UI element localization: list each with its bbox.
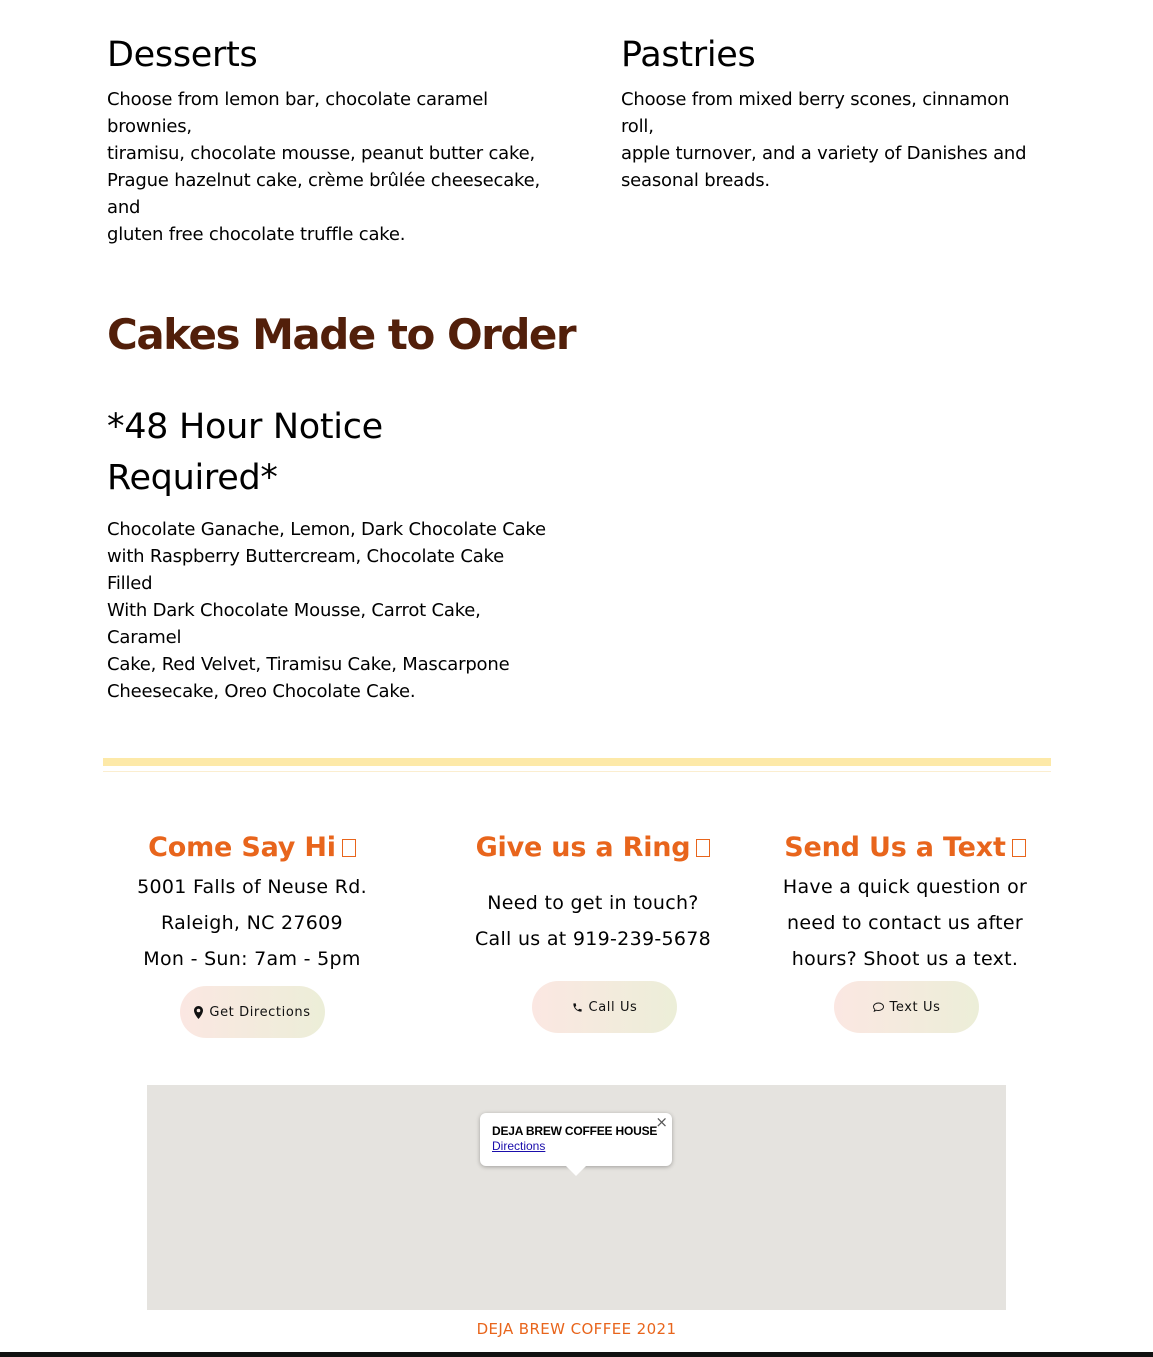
desserts-section [107, 34, 547, 248]
cakes-flavors [107, 516, 547, 705]
divider-thick [103, 758, 1051, 766]
footer-copyright: DEJA BREW COFFEE 2021 [476, 1320, 677, 1338]
desserts-line: Prague hazelnut cake, crème brûlée cheesecake, and [107, 170, 541, 218]
visit-title-text: Come Say Hi [148, 832, 336, 863]
map-pin-icon [194, 1006, 203, 1019]
call-column [443, 832, 743, 957]
call-title [443, 832, 743, 863]
notice-line: *48 Hour Notice [107, 407, 383, 447]
text-us-label: Text Us [889, 999, 941, 1015]
visit-column [102, 832, 402, 977]
map-info-window-tail [565, 1165, 587, 1176]
close-icon[interactable]: × [655, 1113, 668, 1131]
visit-title [102, 832, 402, 863]
divider-thin [103, 771, 1051, 772]
notice-line: Required* [107, 458, 278, 498]
call-us-button[interactable] [532, 981, 677, 1033]
text-line: hours? Shoot us a text. [791, 948, 1019, 970]
cakes-line: with Raspberry Buttercream, Chocolate Cake Filled [107, 546, 504, 594]
placeholder-glyph-icon [1012, 839, 1026, 857]
desserts-line: Choose from lemon bar, chocolate caramel brownies, [107, 89, 488, 137]
phone-line: Call us at 919-239-5678 [474, 928, 712, 950]
desserts-line: tiramisu, chocolate mousse, peanut butter cake, [107, 143, 535, 164]
text-line: need to contact us after [787, 912, 1023, 934]
pastries-line: apple turnover, and a variety of Danishes and [621, 143, 1027, 164]
cakes-line: With Dark Chocolate Mousse, Carrot Cake, Caramel [107, 600, 481, 648]
call-title-text: Give us a Ring [475, 832, 691, 863]
hours-line: Mon - Sun: 7am - 5pm [143, 948, 361, 970]
cakes-section-title: Cakes Made to Order [107, 310, 576, 359]
call-us-label: Call Us [588, 999, 638, 1015]
desserts-line: gluten free chocolate truffle cake. [107, 224, 406, 245]
desserts-title: Desserts [107, 35, 258, 75]
placeholder-glyph-icon [342, 839, 356, 857]
pastries-line: seasonal breads. [621, 170, 770, 191]
bottom-bar [0, 1352, 1153, 1357]
text-line: Have a quick question or [782, 876, 1028, 898]
text-us-button[interactable] [834, 981, 979, 1033]
pastries-description [621, 86, 1041, 194]
call-details [443, 885, 743, 957]
map-info-window [480, 1113, 672, 1166]
get-directions-label: Get Directions [209, 1004, 311, 1020]
text-title [755, 832, 1055, 863]
map-place-name: DEJA BREW COFFEE HOUSE [492, 1124, 658, 1138]
get-directions-button[interactable] [180, 986, 325, 1038]
city-line: Raleigh, NC 27609 [161, 912, 343, 934]
pastries-section [621, 34, 1041, 194]
address-line: 5001 Falls of Neuse Rd. [137, 876, 367, 898]
pastries-title: Pastries [621, 35, 756, 75]
text-title-text: Send Us a Text [784, 832, 1006, 863]
cakes-line: Chocolate Ganache, Lemon, Dark Chocolate Cake [107, 519, 546, 540]
cakes-line: Cheesecake, Oreo Chocolate Cake. [107, 681, 416, 702]
chat-icon [873, 1002, 884, 1012]
placeholder-glyph-icon [696, 839, 710, 857]
text-details [755, 869, 1055, 977]
pastries-line: Choose from mixed berry scones, cinnamon roll, [621, 89, 1010, 137]
cakes-notice [107, 402, 547, 504]
desserts-description [107, 86, 547, 248]
phone-icon [572, 1002, 583, 1013]
call-intro-line: Need to get in touch? [487, 892, 699, 914]
cakes-line: Cake, Red Velvet, Tiramisu Cake, Mascarpone [107, 654, 510, 675]
text-column [755, 832, 1055, 977]
visit-details [102, 869, 402, 977]
map-directions-link[interactable]: Directions [492, 1139, 546, 1153]
